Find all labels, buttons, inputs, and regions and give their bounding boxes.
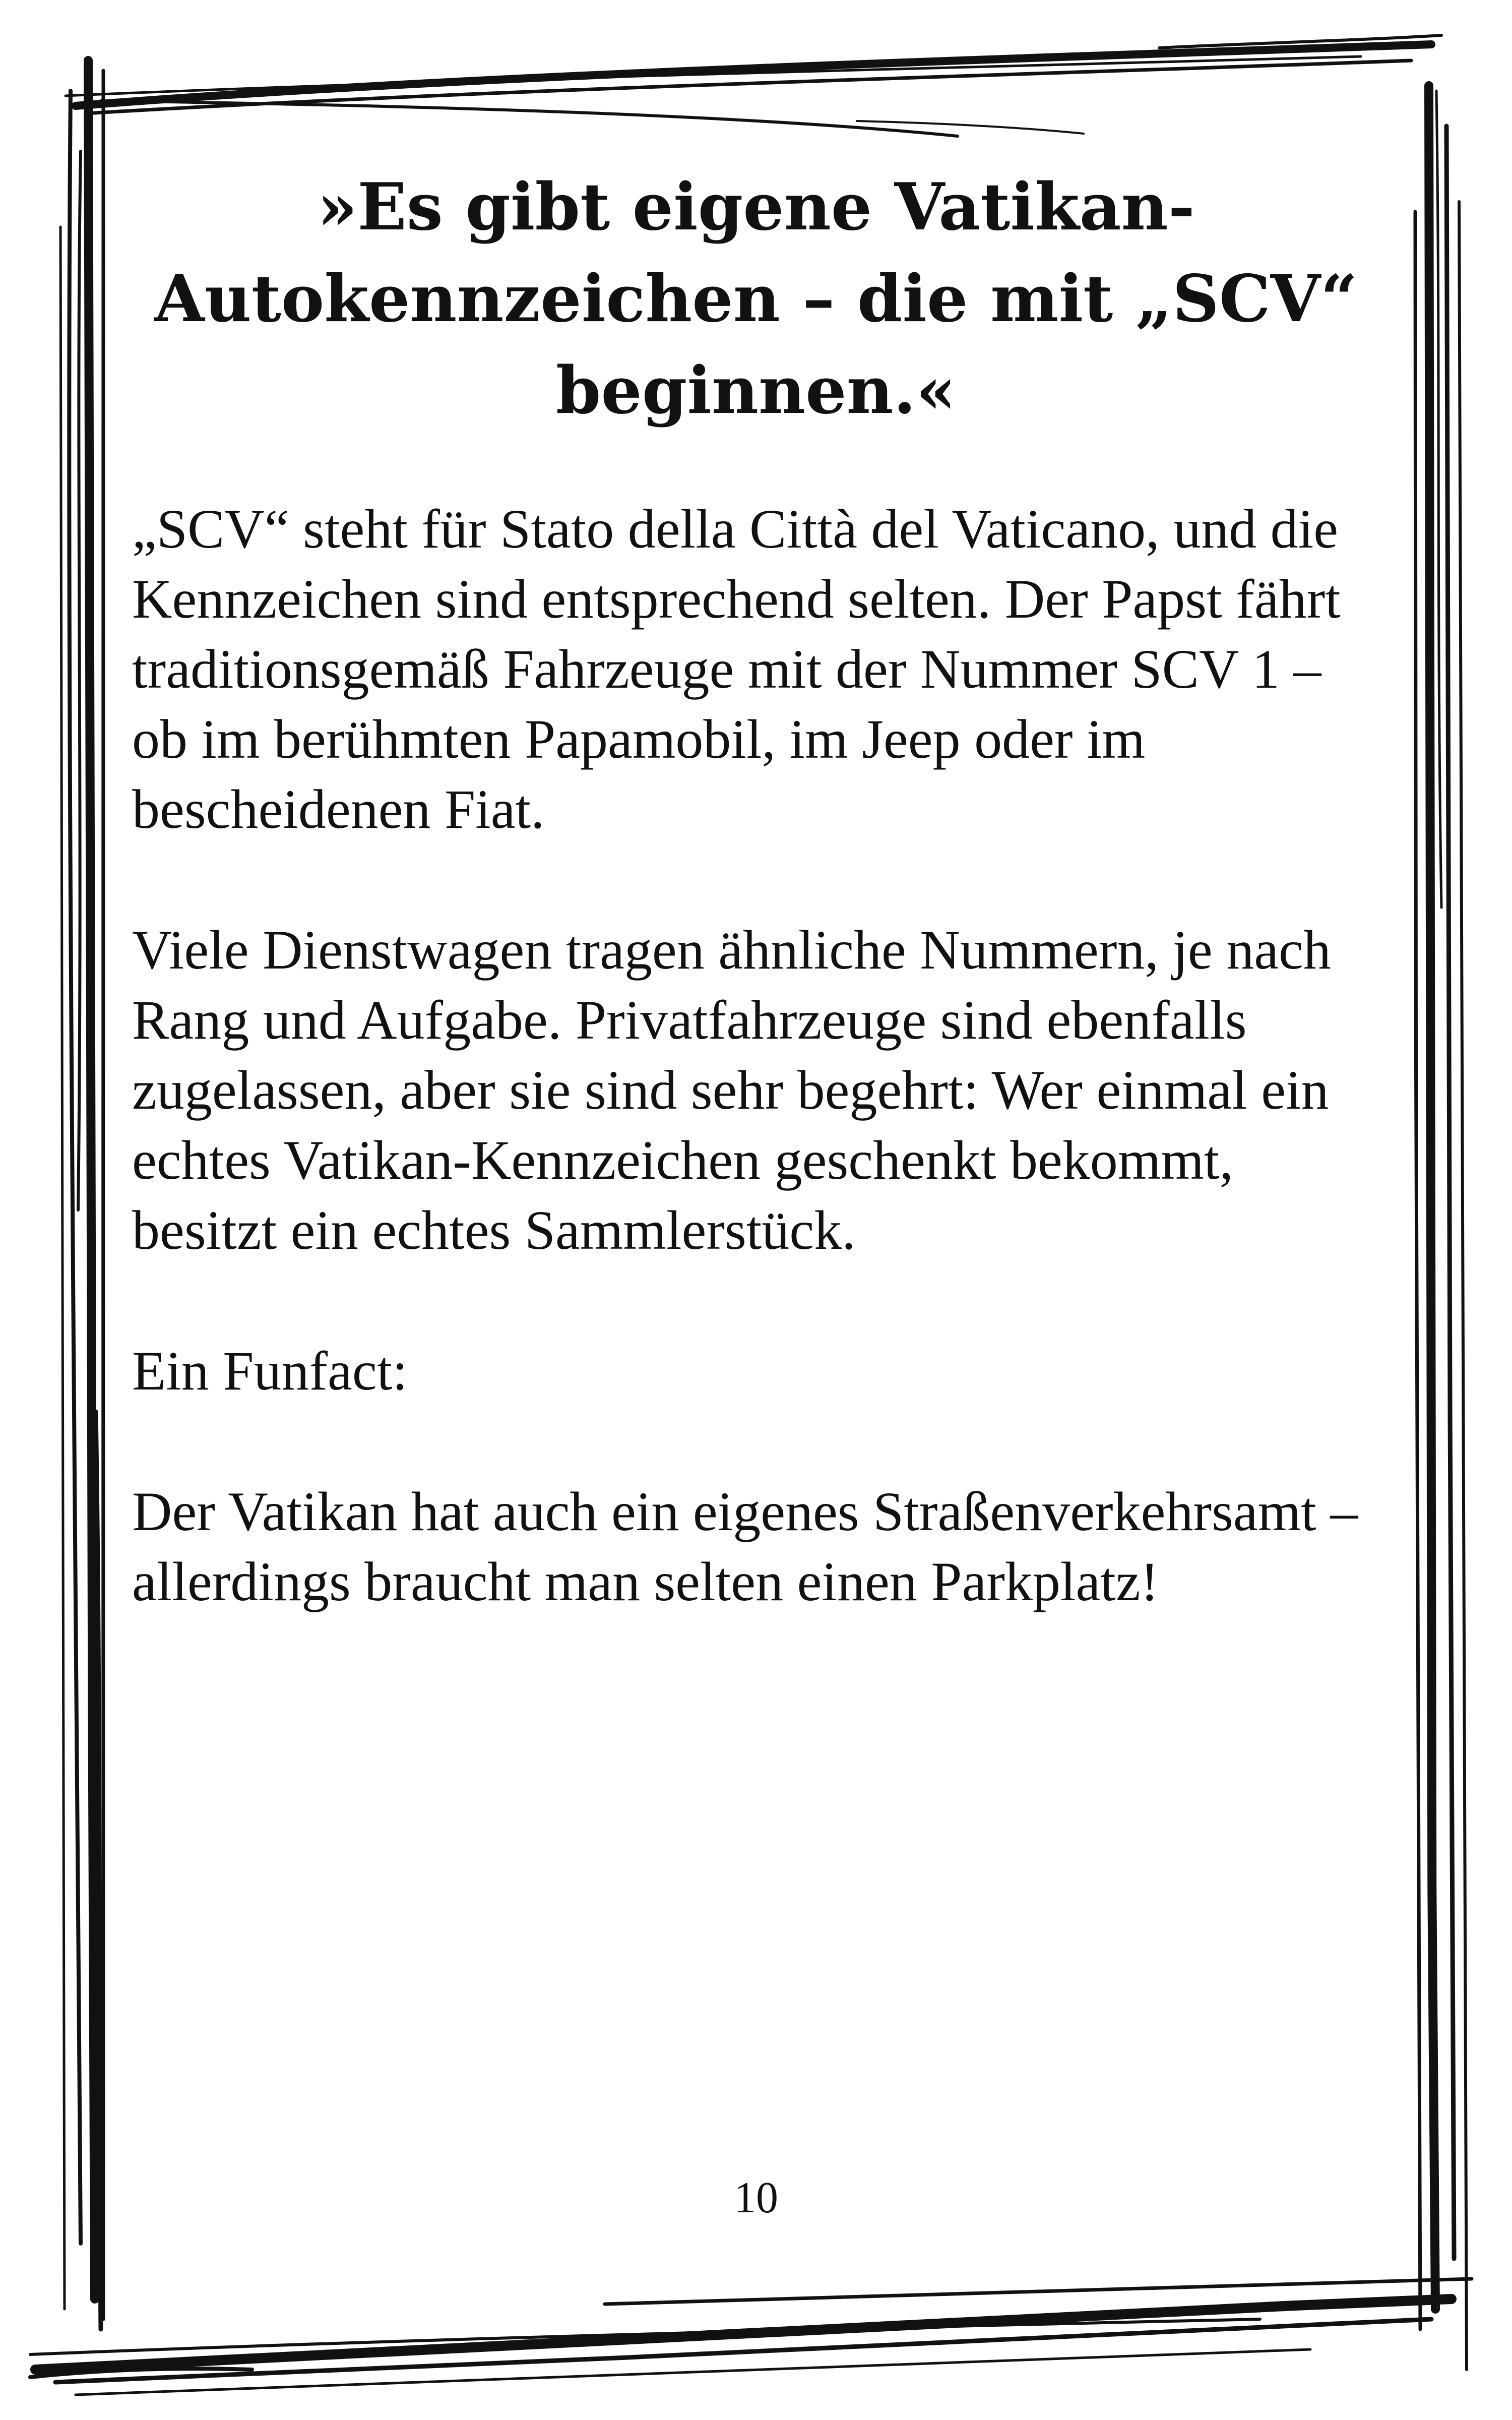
paragraph-service-cars: Viele Dienstwagen tragen ähnliche Nummern, je nach Rang und Aufgabe. Privatfahrzeuge sind ebenfalls zugelassen, aber sie sind sehr begehrt: Wer einmal ein echtes Vatikan-Kennzeichen geschenkt bekommt, besitzt ein echtes Sammlerstück. (132, 919, 1331, 1261)
page-heading: »Es gibt eigene Vatikan-Autokennzeichen – die mit „SCV“ beginnen.« (154, 169, 1358, 429)
paragraph-funfact: Der Vatikan hat auch ein eigenes Straßenverkehrsamt – allerdings braucht man selten einen Parkplatz! (132, 1481, 1358, 1612)
paragraph-funfact-label: Ein Funfact: (132, 1340, 408, 1402)
paragraph-scv-meaning: „SCV“ steht für Stato della Città del Vaticano, und die Kennzeichen sind entsprechend selten. Der Papst fährt traditionsgemäß Fahrzeuge mit der Nummer SCV 1 – ob im berühmten Papamobil, im Jeep oder im bescheidenen Fiat. (132, 498, 1341, 840)
body-text (132, 494, 1377, 1687)
page-number: 10 (734, 2173, 778, 2222)
